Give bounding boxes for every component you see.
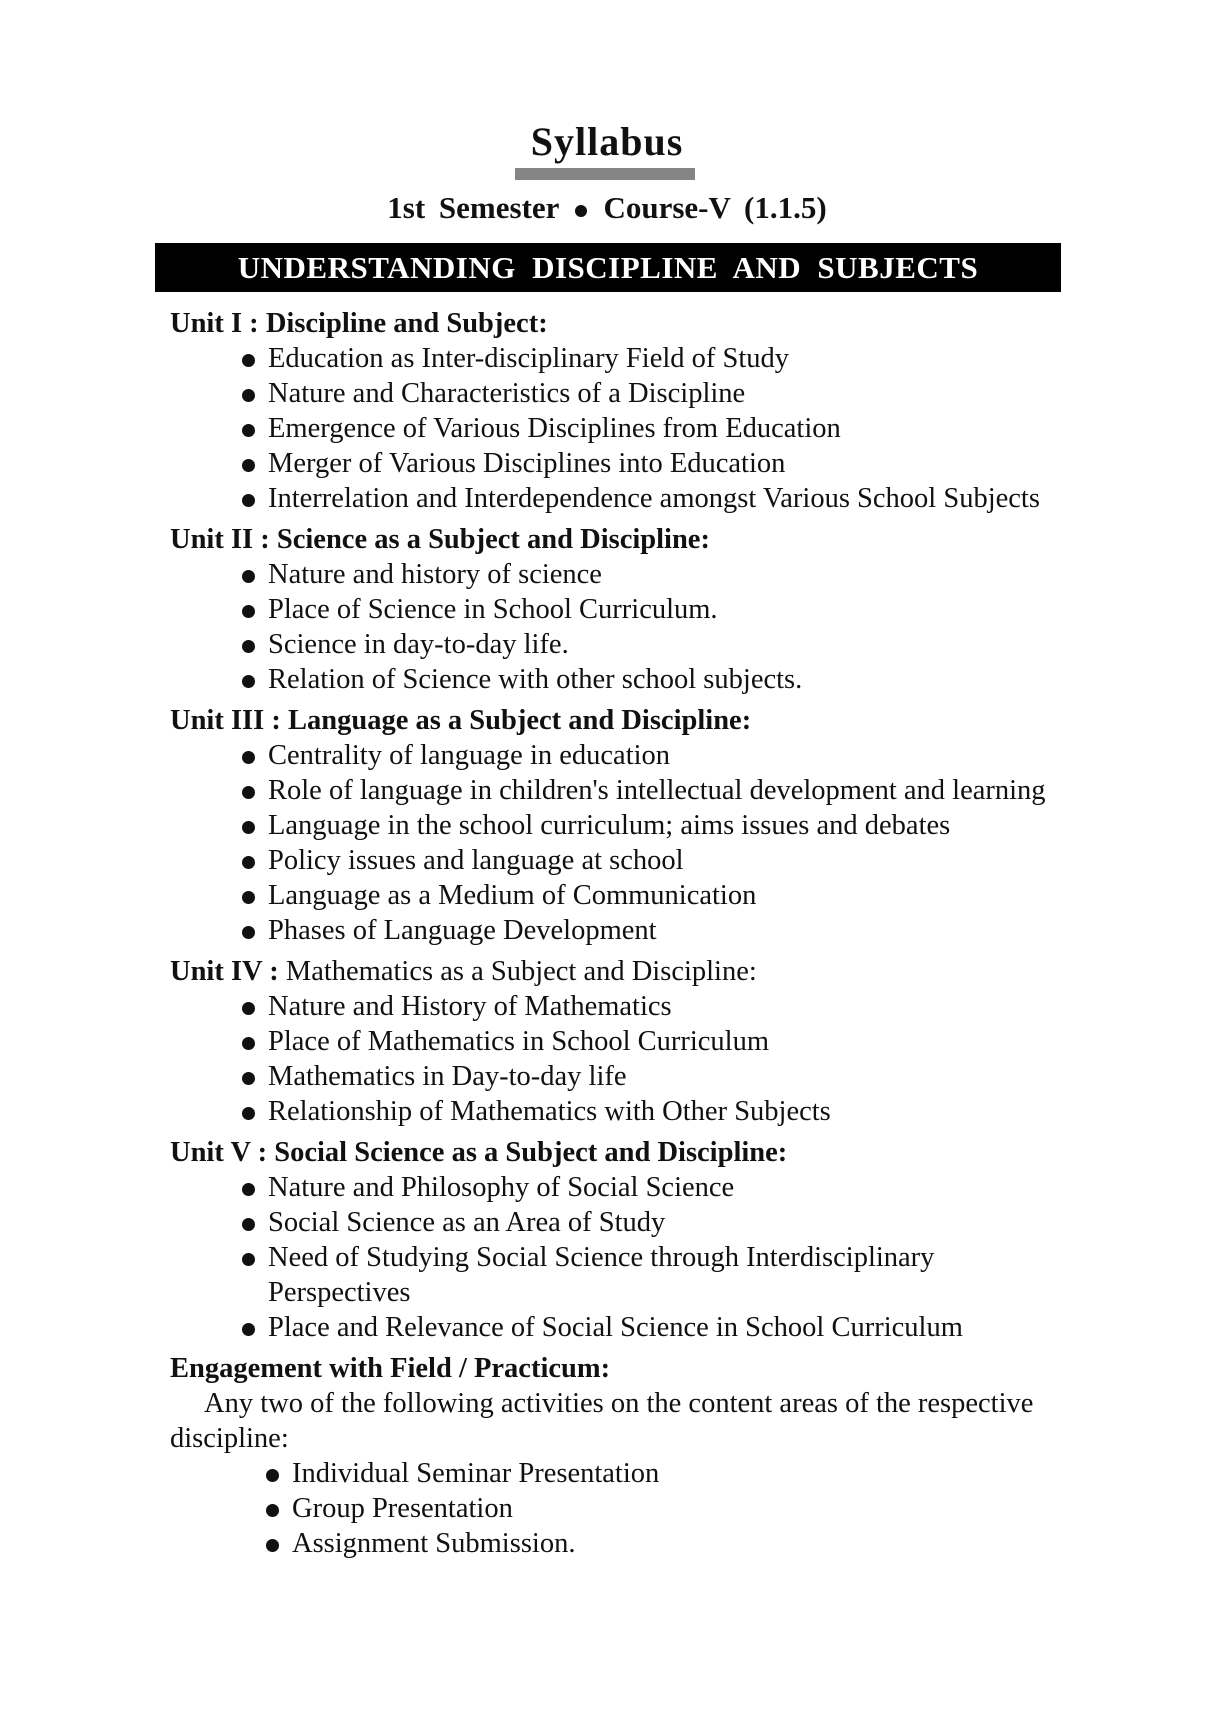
list-item: Place of Mathematics in School Curriculum: [170, 1024, 1070, 1059]
semester-label: 1st Semester: [387, 190, 560, 225]
bullet-icon: [242, 856, 255, 869]
unit-label: Unit I :: [170, 308, 259, 339]
list-item: Phases of Language Development: [170, 913, 1070, 948]
unit-title: Discipline and Subject:: [265, 308, 548, 339]
list-item: Language in the school curriculum; aims issues and debates: [170, 808, 1070, 843]
unit-topic-list: [170, 1170, 1070, 1345]
bullet-icon: [242, 786, 255, 799]
bullet-icon: [242, 1107, 255, 1120]
unit-heading: [170, 306, 1070, 341]
unit-title: Science as a Subject and Discipline:: [276, 524, 710, 555]
bullet-icon: [242, 354, 255, 367]
unit-topic-list: [170, 557, 1070, 697]
unit-title: Language as a Subject and Discipline:: [287, 705, 752, 736]
bullet-separator-icon: [575, 205, 587, 217]
page-title: Syllabus: [530, 119, 684, 164]
list-item: Merger of Various Disciplines into Education: [170, 446, 1070, 481]
title-underline-bar: [515, 168, 695, 180]
list-item: Nature and History of Mathematics: [170, 989, 1070, 1024]
bullet-icon: [242, 605, 255, 618]
list-item: Relationship of Mathematics with Other Subjects: [170, 1094, 1070, 1129]
bullet-icon: [242, 821, 255, 834]
bullet-icon: [242, 1323, 255, 1336]
list-item: Assignment Submission.: [170, 1526, 1070, 1561]
unit-topic-list: [170, 738, 1070, 948]
bullet-icon: [242, 675, 255, 688]
unit-topic-list: [170, 341, 1070, 516]
list-item: Emergence of Various Disciplines from Education: [170, 411, 1070, 446]
list-item: Nature and history of science: [170, 557, 1070, 592]
list-item: Language as a Medium of Communication: [170, 878, 1070, 913]
syllabus-content: [170, 300, 1070, 1561]
bullet-icon: [242, 891, 255, 904]
bullet-icon: [242, 1253, 255, 1266]
list-item: Individual Seminar Presentation: [170, 1456, 1070, 1491]
bullet-icon: [242, 1072, 255, 1085]
course-subtitle: [0, 190, 1214, 226]
bullet-icon: [266, 1539, 279, 1552]
unit-label: Unit V :: [170, 1137, 268, 1168]
bullet-icon: [242, 1218, 255, 1231]
list-item: Group Presentation: [170, 1491, 1070, 1526]
bullet-icon: [242, 1183, 255, 1196]
practicum-activity-list: [170, 1456, 1070, 1561]
bullet-icon: [242, 1037, 255, 1050]
list-item: Social Science as an Area of Study: [170, 1205, 1070, 1240]
bullet-icon: [266, 1504, 279, 1517]
bullet-icon: [242, 459, 255, 472]
list-item: Education as Inter-disciplinary Field of Study: [170, 341, 1070, 376]
list-item: Role of language in children's intellectual development and learning: [170, 773, 1070, 808]
list-item: Need of Studying Social Science through Interdisciplinary Perspectives: [170, 1240, 1070, 1310]
bullet-icon: [242, 1002, 255, 1015]
unit-heading: [170, 954, 1070, 989]
unit-label: Unit II :: [170, 524, 270, 555]
course-title-banner: UNDERSTANDING DISCIPLINE AND SUBJECTS: [155, 243, 1061, 292]
list-item: Place and Relevance of Social Science in School Curriculum: [170, 1310, 1070, 1345]
unit-heading: [170, 522, 1070, 557]
practicum-intro: Any two of the following activities on the content areas of the respective discipline:: [170, 1388, 1034, 1454]
practicum-heading: Engagement with Field / Practicum:: [170, 1353, 611, 1384]
bullet-icon: [242, 926, 255, 939]
list-item: Centrality of language in education: [170, 738, 1070, 773]
bullet-icon: [242, 424, 255, 437]
course-label: Course-V (1.1.5): [603, 190, 827, 225]
unit-title: Mathematics as a Subject and Discipline:: [285, 956, 757, 987]
list-item: Interrelation and Interdependence amongst Various School Subjects: [170, 481, 1070, 516]
bullet-icon: [242, 570, 255, 583]
unit-label: Unit IV :: [170, 956, 279, 987]
list-item: Science in day-to-day life.: [170, 627, 1070, 662]
list-item: Nature and Philosophy of Social Science: [170, 1170, 1070, 1205]
unit-label: Unit III :: [170, 705, 281, 736]
unit-heading: [170, 1135, 1070, 1170]
bullet-icon: [242, 494, 255, 507]
bullet-icon: [242, 640, 255, 653]
unit-title: Social Science as a Subject and Discipline:: [274, 1137, 788, 1168]
unit-topic-list: [170, 989, 1070, 1129]
list-item: Relation of Science with other school subjects.: [170, 662, 1070, 697]
list-item: Mathematics in Day-to-day life: [170, 1059, 1070, 1094]
bullet-icon: [242, 751, 255, 764]
list-item: Nature and Characteristics of a Discipline: [170, 376, 1070, 411]
bullet-icon: [242, 389, 255, 402]
list-item: Place of Science in School Curriculum.: [170, 592, 1070, 627]
bullet-icon: [266, 1469, 279, 1482]
unit-heading: [170, 703, 1070, 738]
list-item: Policy issues and language at school: [170, 843, 1070, 878]
